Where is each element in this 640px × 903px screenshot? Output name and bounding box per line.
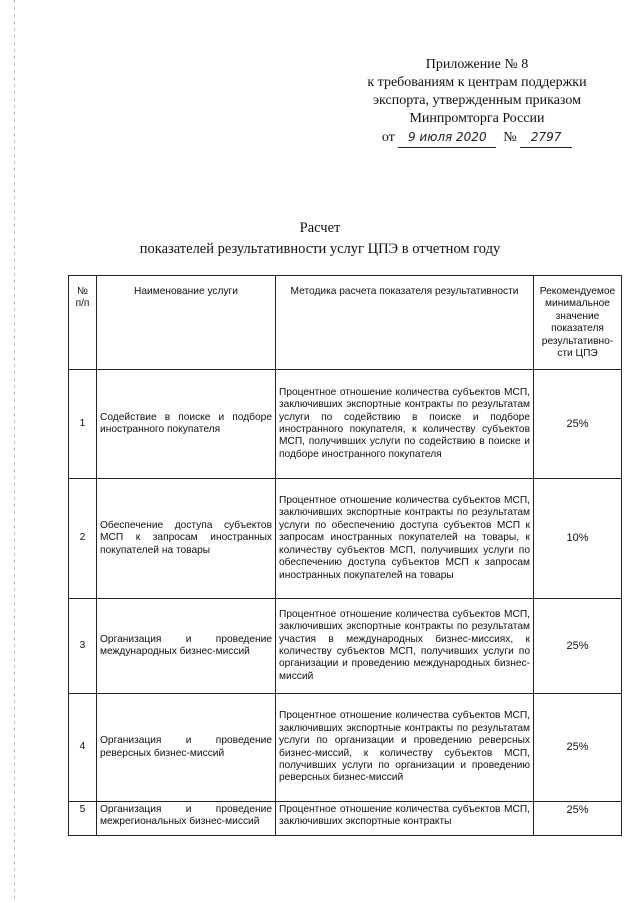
date-blank <box>398 128 496 148</box>
row-method: Процентное отношение количества субъектов МСП, заключивших экспортные контракты по результатам услуги по содействию в поиске и подборе иностранного покупателя, к количеству субъектов МСП, получивших услуги по содействию в поиске и подборе иностранного покупателя <box>276 370 534 479</box>
scan-edge <box>14 0 15 903</box>
number-label: № <box>503 130 517 145</box>
row-method: Процентное отношение количества субъектов МСП, заключивших экспортные контракты по результатам услуги по обеспечению доступа субъектов МСП к запросам иностранных покупателей на товары, к количеству субъектов МСП, получивших услуги по обеспечению доступа субъектов МСП к запросам иностранных покупателей на товары <box>276 479 534 599</box>
row-num: 2 <box>69 479 97 599</box>
row-method: Процентное отношение количества субъектов МСП, заключивших экспортные контракты по результатам услуги по организации и проведению реверсных бизнес-миссий, к количеству субъектов МСП, получивших услуги по организации и проведению реверсных бизнес-миссий <box>276 694 534 802</box>
row-service-name: Организация и проведение международных бизнес-миссий <box>97 599 276 694</box>
appendix-line-2: к требованиям к центрам поддержки <box>367 75 587 90</box>
appendix-line-3: экспорта, утвержденным приказом <box>373 93 581 108</box>
row-num: 4 <box>69 694 97 802</box>
order-date-handwritten: 9 июля 2020 <box>407 130 487 144</box>
appendix-header <box>352 56 602 148</box>
table-row <box>69 694 622 802</box>
title-line-1: Расчет <box>299 220 341 236</box>
indicators-table <box>68 275 622 836</box>
row-num: 3 <box>69 599 97 694</box>
row-value: 25% <box>534 370 622 479</box>
row-value: 10% <box>534 479 622 599</box>
from-label: от <box>381 130 395 145</box>
title-line-2: показателей результативности услуг ЦПЭ в отчетном году <box>139 241 501 257</box>
number-blank <box>520 128 572 148</box>
row-method: Процентное отношение количества субъектов МСП, заключивших экспортные контракты <box>276 802 534 836</box>
table-row <box>69 802 622 836</box>
table-row <box>69 599 622 694</box>
header-num: № п/п <box>69 276 97 370</box>
table-row <box>69 370 622 479</box>
table-header-row <box>69 276 622 370</box>
table-row <box>69 479 622 599</box>
row-service-name: Содействие в поиске и подборе иностранного покупателя <box>97 370 276 479</box>
row-service-name: Обеспечение доступа субъектов МСП к запросам иностранных покупателей на товары <box>97 479 276 599</box>
header-value: Рекомендуемое минимальное значение показателя результативно-сти ЦПЭ <box>534 276 622 370</box>
row-value: 25% <box>534 599 622 694</box>
header-name: Наименование услуги <box>97 276 276 370</box>
row-service-name: Организация и проведение межрегиональных бизнес-миссий <box>97 802 276 836</box>
appendix-line-4: Минпромторга России <box>409 111 545 126</box>
document-title <box>0 218 640 260</box>
row-method: Процентное отношение количества субъектов МСП, заключивших экспортные контракты по результатам участия в международных бизнес-миссиях, к количеству субъектов МСП, получивших услуги по организации и проведению международных бизнес-миссий <box>276 599 534 694</box>
appendix-line-1: Приложение № 8 <box>425 57 529 72</box>
order-date-line <box>352 128 602 148</box>
row-num: 5 <box>69 802 97 836</box>
row-value: 25% <box>534 802 622 836</box>
header-method: Методика расчета показателя результативности <box>276 276 534 370</box>
row-service-name: Организация и проведение реверсных бизнес-миссий <box>97 694 276 802</box>
order-number-handwritten: 2797 <box>530 130 562 144</box>
row-num: 1 <box>69 370 97 479</box>
row-value: 25% <box>534 694 622 802</box>
